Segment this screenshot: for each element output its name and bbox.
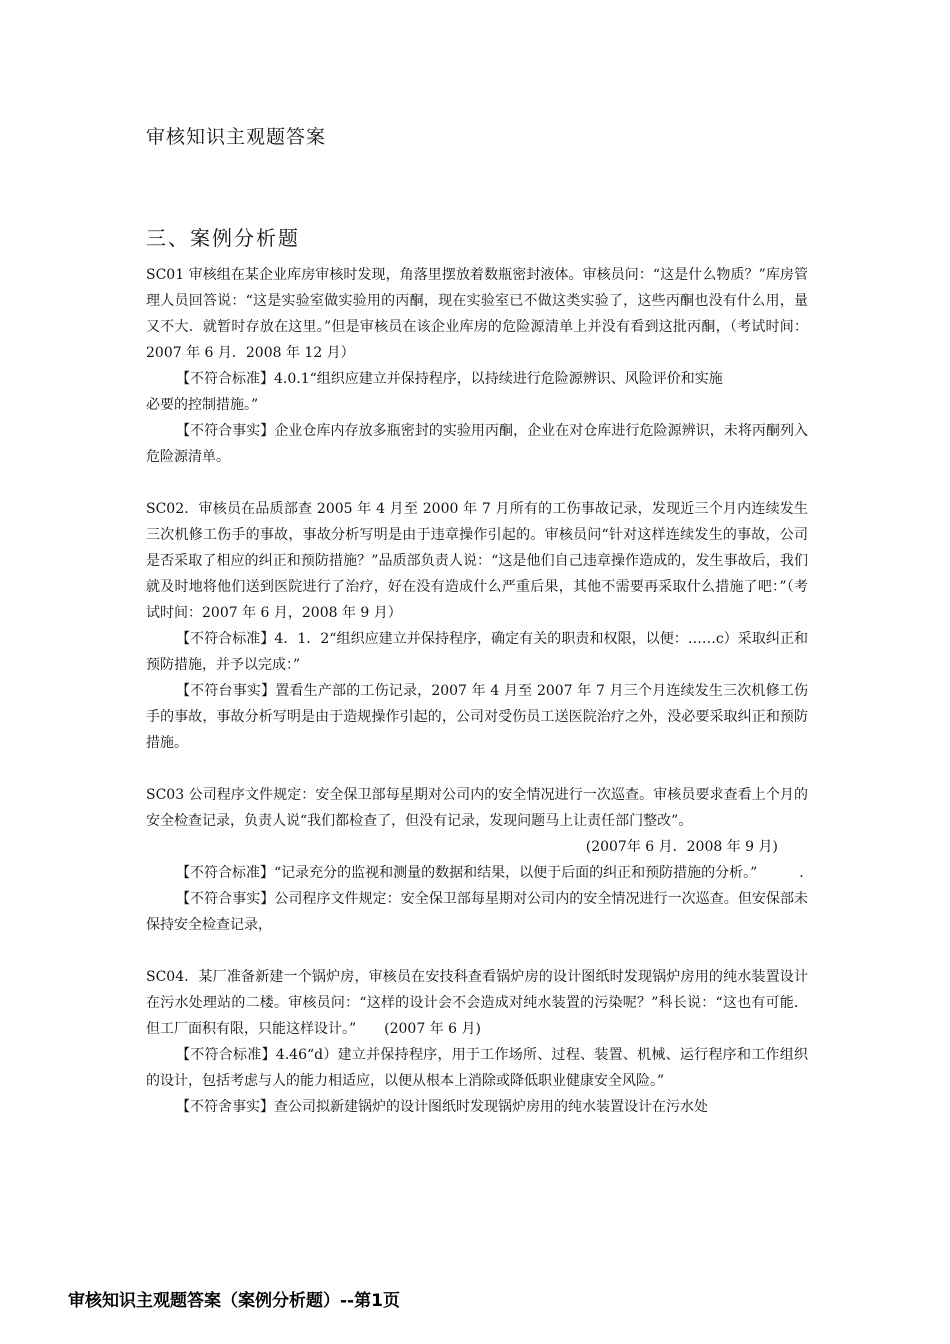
section-heading: 三、案例分析题 [146,226,300,250]
case-standard: 【不符合标准】“记录充分的监视和测量的数据和结果，以便于后面的纠正和预防措施的分析。” . [176,865,804,881]
case-question: SC02．审核员在品质部查 2005 年 4 月至 2000 年 7 月所有的工伤事故记录，发现近三个月内连续发生三次机修工伤手的事故，事故分析写明是由于违章操作引起的。审核员问“针对这样连续发生的事故，公司是否采取了相应的纠正和预防措施？”品质部负责人说：“这是他们自己违章操作造成的，发生事故后，我们就及时地将他们送到医院进行了治疗，好在没有造成什么严重后果，其他不需要再采取什么措施了吧：”（考试时间：2007 年 6 月，2008 年 9 月） [146,501,808,621]
case-sc03 [146,782,808,938]
case-fact: 【不符合事实】公司程序文件规定：安全保卫部每星期对公司内的安全情况进行一次巡查。但安保部未保持安全检查记录， [146,891,808,933]
case-sc04 [146,964,808,1120]
case-standard-continued: 必要的控制措施。” [146,397,259,413]
case-standard: 【不符合标准】4.0.1“组织应建立并保持程序，以持续进行危险源辨识、风险评价和实施 [176,371,723,387]
case-sc01 [146,262,808,470]
case-sc02 [146,496,808,756]
case-fact: 【不符台事实】置看生产部的工伤记录，2007 年 4 月至 2007 年 7 月三个月连续发生三次机修工伤手的事故，事故分析写明是由于造规操作引起的，公司对受伤员工送医院治疗之外，没必要采取纠正和预防措施。 [146,683,808,751]
case-fact: 【不符舍事实】查公司拟新建锅炉的设计图纸时发现锅炉房用的纯水装置设计在污水处 [176,1099,708,1115]
document-title: 审核知识主观题答案 [146,126,327,148]
case-exam-date: (2007年 6 月．2008 年 9 月) [585,839,778,855]
case-question: SC04．某厂准备新建一个锅炉房，审核员在安技科查看锅炉房的设计图纸时发现锅炉房用的纯水装置设计在污水处理站的二楼。审核员问：“这样的设计会不会造成对纯水装置的污染呢？”科长说：“这也有可能．但工厂面积有限，只能这样设计。” (2007 年 6 月) [146,969,808,1037]
case-question: SC01 审核组在某企业库房审核时发现，角落里摆放着数瓶密封液体。审核员问：“这是什么物质？”库房管理人员回答说：“这是实验室做实验用的丙酮，现在实验室已不做这类实验了，这些丙酮也没有什么用，量又不大．就暂时存放在这里。”但是审核员在该企业库房的危险源清单上并没有看到这批丙酮，（考试时间：2007 年 6 月．2008 年 12 月） [146,267,808,361]
case-standard: 【不符合标准】4．1．2“组织应建立并保持程序，确定有关的职责和权限，以便：……c）采取纠正和预防措施，并予以完成：” [146,631,808,673]
case-question: SC03 公司程序文件规定：安全保卫部每星期对公司内的安全情况进行一次巡查。审核员要求查看上个月的安全检查记录，负责人说“我们都检查了，但没有记录，发现问题马上让责任部门整改”。 [146,787,808,829]
page-footer: 审核知识主观题答案（案例分析题）--第1页 [68,1291,400,1311]
case-fact: 【不符合事实】企业仓库内存放多瓶密封的实验用丙酮，企业在对仓库进行危险源辨识，未将丙酮列入危险源清单。 [146,423,808,465]
case-standard: 【不符合标准】4.46“d）建立并保持程序，用于工作场所、过程、装置、机械、运行程序和工作组织的设计，包括考虑与人的能力相适应，以便从根本上消除或降低职业健康安全风险。” [146,1047,808,1089]
document-body [146,262,808,1146]
